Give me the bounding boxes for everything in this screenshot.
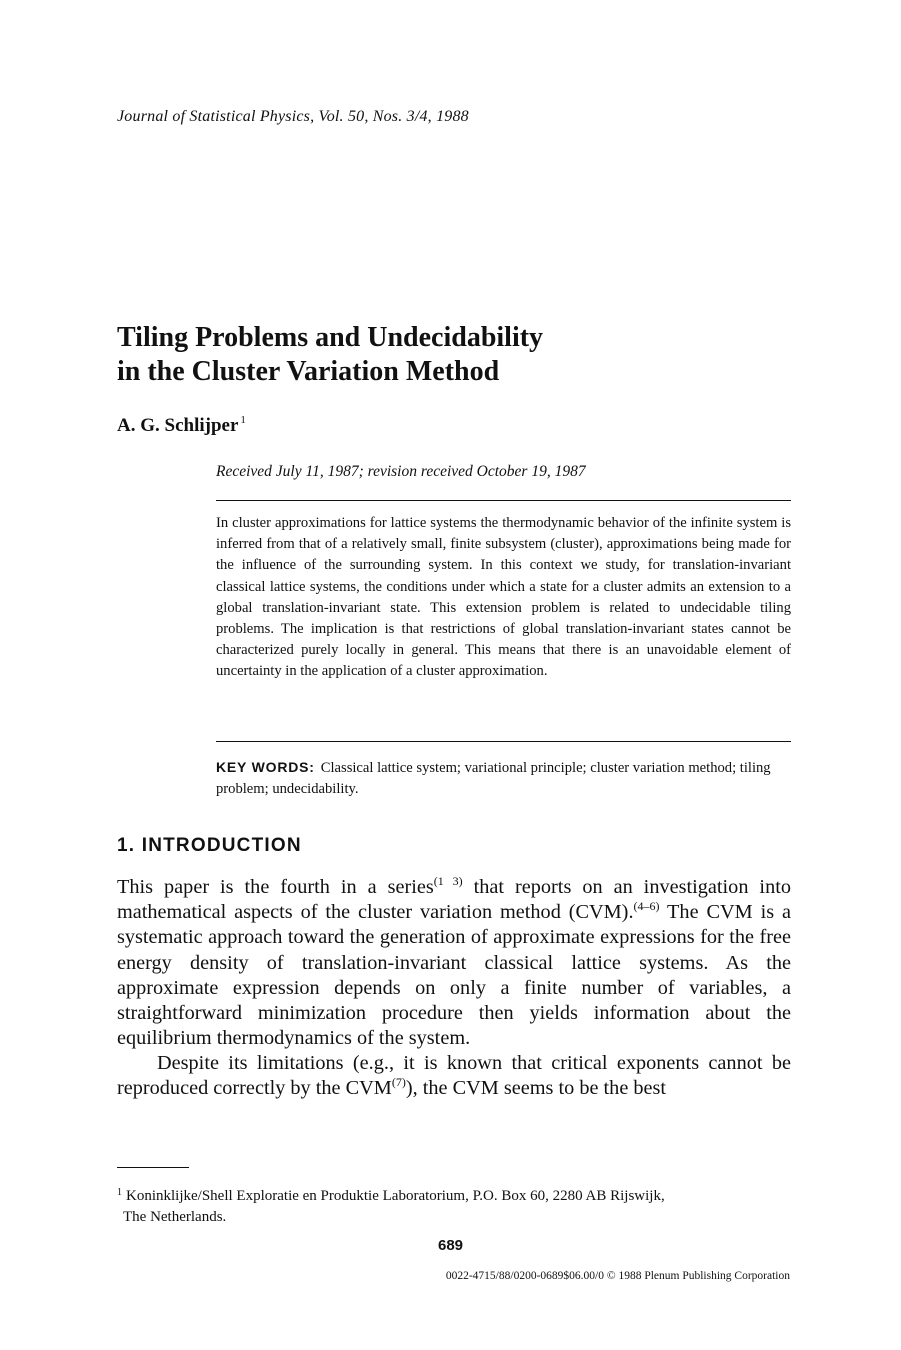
title-line-1: Tiling Problems and Undecidability [117, 322, 544, 353]
para2-text-1: Despite its limitations (e.g., it is known that critical exponents cannot be reproduced correctly by the CVM [117, 1052, 791, 1100]
abstract-bottom-rule [216, 741, 791, 742]
para1-text-2: that reports on an investigation into mathematical aspects of the cluster variation method (CVM). [117, 876, 791, 924]
received-dates: Received July 11, 1987; revision received October 19, 1987 [216, 463, 586, 480]
keywords [216, 757, 791, 800]
section-heading: 1. INTRODUCTION [117, 835, 302, 856]
footnote-rule [117, 1167, 189, 1168]
intro-paragraph-2 [117, 1051, 791, 1101]
footnote-mark: 1 [117, 1187, 122, 1198]
abstract: In cluster approximations for lattice systems the thermodynamic behavior of the infinite system is inferred from that of a relatively small, finite subsystem (cluster), approximations being made for the influence of the surrounding system. In this context we study, for translation-invariant classical lattice systems, the conditions under which a state for a cluster admits an extension to a global translation-invariant state. This extension problem is related to undecidable tiling problems. The implication is that restrictions of global translation-invariant states cannot be characterized purely locally in general. This means that there is an unavoidable element of uncertainty in the application of a cluster approximation. [216, 515, 791, 680]
intro-paragraph-1 [117, 875, 791, 1051]
keywords-label: KEY WORDS: [216, 759, 315, 775]
paper-title [117, 321, 543, 389]
page-number: 689 [437, 1237, 464, 1254]
footnote-line-2: The Netherlands. [123, 1209, 227, 1225]
para2-text-2: ), the CVM seems to be the best [405, 1077, 667, 1100]
keywords-text: Classical lattice system; variational principle; cluster variation method; tiling problem; undecidability. [216, 760, 771, 798]
para1-text-3: The CVM is a systematic approach toward the generation of approximate expressions for the free energy density of translation-invariant classical lattice systems. As the approximate expression depends on only a finite number of variables, a straightforward minimization procedure then yields information about the equilibrium thermodynamics of the system. [117, 901, 791, 1050]
abstract-top-rule [216, 500, 791, 501]
copyright-line: 0022-4715/88/0200-0689$06.00/0 © 1988 Plenum Publishing Corporation [445, 1270, 790, 1282]
footnote-line-1: Koninklijke/Shell Exploratie en Produktie Laboratorium, P.O. Box 60, 2280 AB Rijswijk, [126, 1188, 665, 1204]
title-line-2: in the Cluster Variation Method [117, 356, 500, 387]
citation-7: (7) [391, 1075, 406, 1090]
author-footnote-mark: 1 [240, 414, 246, 426]
journal-citation: Journal of Statistical Physics, Vol. 50, Nos. 3/4, 1988 [117, 108, 469, 125]
citation-1-3: (1 3) [433, 874, 463, 888]
author-name: A. G. Schlijper [117, 415, 239, 436]
para1-text-1: This paper is the fourth in a series [117, 876, 434, 898]
citation-4-6: (4–6) [633, 899, 660, 914]
author [117, 414, 246, 437]
footnote [117, 1182, 791, 1228]
